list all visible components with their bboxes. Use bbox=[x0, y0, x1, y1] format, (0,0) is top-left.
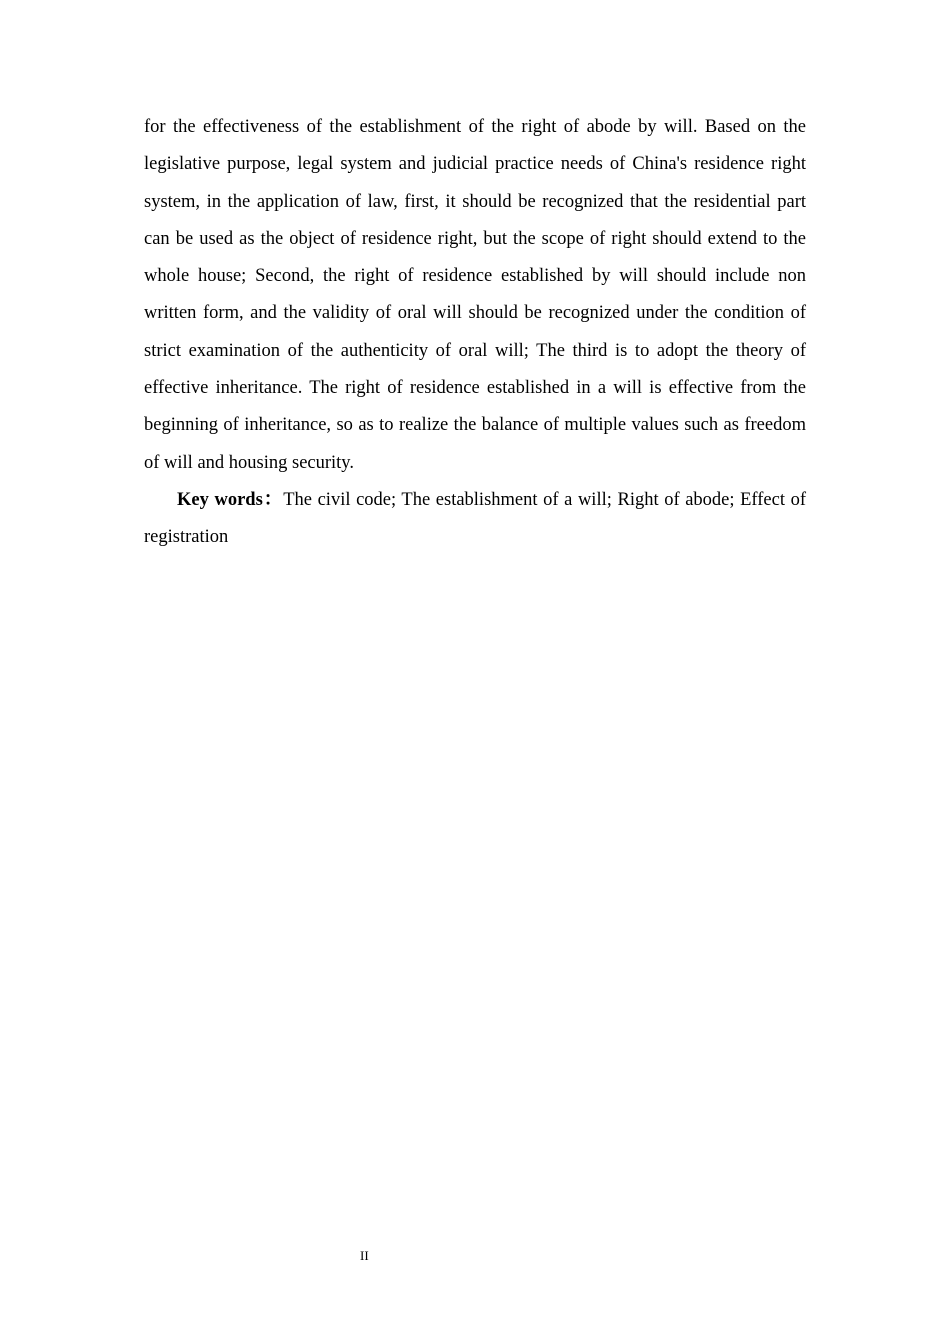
keywords-label: Key words： bbox=[177, 489, 284, 510]
abstract-line: for the effectiveness of the establishment of the right of abode by will. Based on the bbox=[144, 117, 806, 137]
abstract-body bbox=[144, 109, 806, 557]
abstract-line: can be used as the object of residence right, but the scope of right should extend to the bbox=[144, 228, 806, 249]
page-number: II bbox=[360, 1248, 369, 1263]
abstract-line: written form, and the validity of oral will should be recognized under the condition of bbox=[144, 303, 806, 324]
keywords-paragraph bbox=[144, 482, 806, 557]
abstract-line: system, in the application of law, first, it should be recognized that the residential part bbox=[144, 191, 806, 212]
abstract-line: effective inheritance. The right of residence established in a will is effective from the bbox=[144, 378, 806, 399]
abstract-line: legislative purpose, legal system and judicial practice needs of China's residence right bbox=[144, 154, 806, 175]
keywords-text: The civil code; The establishment of a will; Right of abode; Effect of registration bbox=[144, 489, 806, 548]
abstract-paragraph bbox=[144, 109, 806, 482]
abstract-line: whole house; Second, the right of residence established by will should include non bbox=[144, 266, 806, 287]
abstract-line: strict examination of the authenticity of oral will; The third is to adopt the theory of bbox=[144, 340, 806, 361]
abstract-line: freedom of will and housing security. bbox=[144, 415, 806, 473]
abstract-line: beginning of inheritance, so as to realize the balance of multiple values such as bbox=[144, 415, 739, 436]
